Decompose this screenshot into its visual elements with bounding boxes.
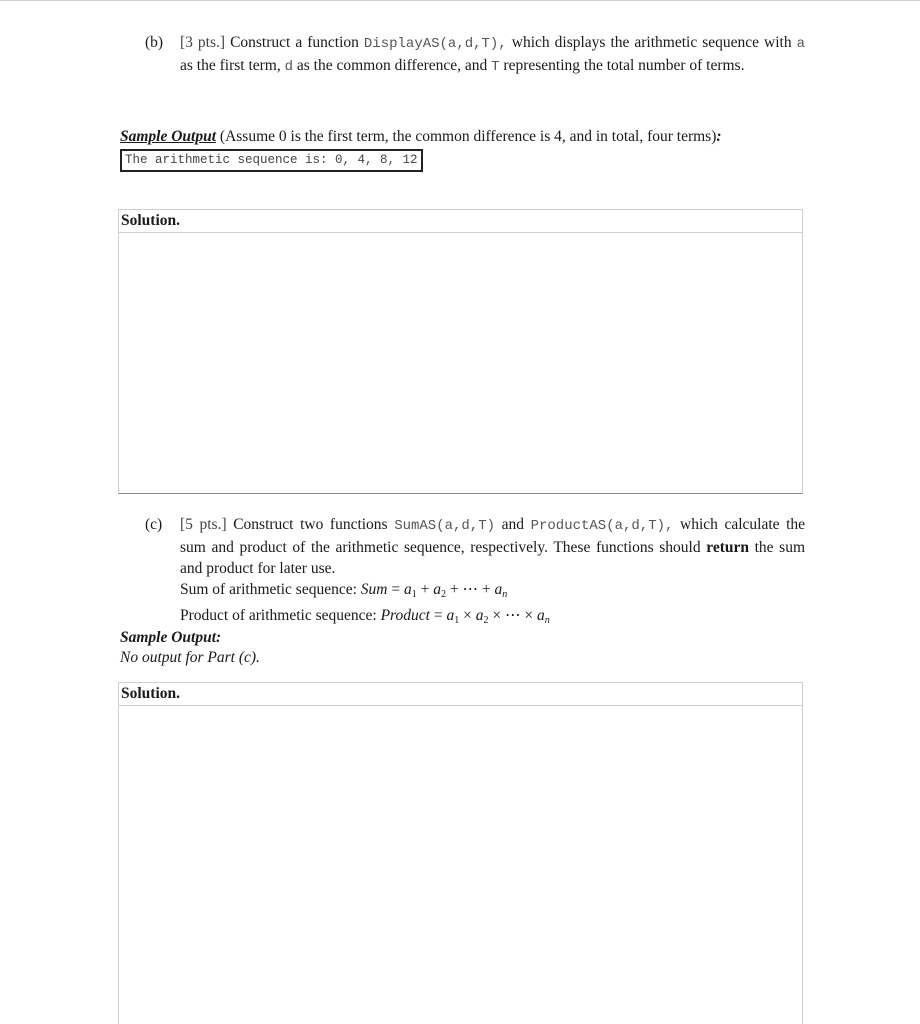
- sum-formula: Sum: [360, 581, 388, 598]
- part-b-text-1: Construct a function: [230, 34, 359, 51]
- part-c-text: [180, 514, 805, 579]
- var-a: a: [796, 36, 806, 52]
- sample-output-c: [120, 628, 260, 668]
- part-b-letter: (b): [145, 34, 164, 51]
- part-c-question: [145, 514, 805, 631]
- part-c-text-2: and: [501, 516, 524, 533]
- solution-b-box[interactable]: [118, 209, 803, 494]
- solution-c-title: Solution.: [119, 683, 802, 706]
- part-c-text-4: the sum and product for later use.: [180, 539, 806, 577]
- part-c-letter: (c): [145, 516, 163, 533]
- sample-output-c-heading: Sample Output:: [120, 629, 222, 646]
- product-label: Product of arithmetic sequence:: [180, 607, 377, 624]
- solution-c-box[interactable]: [118, 682, 803, 1024]
- part-b-text: [180, 32, 805, 78]
- sample-output-b-heading: Sample Output: [120, 128, 217, 145]
- part-c-text-1: Construct two functions: [233, 516, 388, 533]
- sum-label: Sum of arithmetic sequence:: [180, 581, 357, 598]
- part-c-text-3: which calculate the sum and product of the arithmetic sequence, respectively. These functions should: [180, 516, 806, 556]
- sample-output-b-console: The arithmetic sequence is: 0, 4, 8, 12: [120, 149, 423, 172]
- part-c-points: [5 pts.]: [180, 516, 227, 533]
- sample-output-c-note: No output for Part (c).: [120, 649, 260, 666]
- part-b-text-5: representing the total number of terms.: [503, 57, 745, 74]
- sum-formula-line: Sum of arithmetic sequence: Sum = $a_1 + a_2$ + ⋯ + $a_n$: [180, 581, 508, 600]
- return-keyword: return: [706, 539, 749, 556]
- top-rule: [0, 0, 920, 1]
- sample-output-b: [120, 127, 722, 147]
- productas-function: ProductAS(a,d,T),: [530, 518, 674, 534]
- part-b-text-4: as the common difference, and: [296, 57, 488, 74]
- sumas-function: SumAS(a,d,T): [394, 518, 496, 534]
- solution-b-title: Solution.: [119, 210, 802, 233]
- sample-output-b-colon: :: [716, 128, 722, 145]
- displayas-function: DisplayAS(a,d,T),: [363, 36, 507, 52]
- part-b-question: [145, 32, 805, 78]
- var-t: T: [491, 59, 500, 75]
- product-formula-line: Product of arithmetic sequence: Product = $a_1 \times a_2$ × ⋯ × $a_n$: [180, 607, 550, 626]
- part-b-points: [3 pts.]: [180, 34, 226, 51]
- var-d: d: [284, 59, 294, 75]
- product-formula: Product: [380, 607, 430, 624]
- part-b-text-2: which displays the arithmetic sequence with: [511, 34, 792, 51]
- sample-output-b-note: (Assume 0 is the first term, the common difference is 4, and in total, four terms): [219, 128, 717, 145]
- part-b-text-3: as the first term,: [180, 57, 281, 74]
